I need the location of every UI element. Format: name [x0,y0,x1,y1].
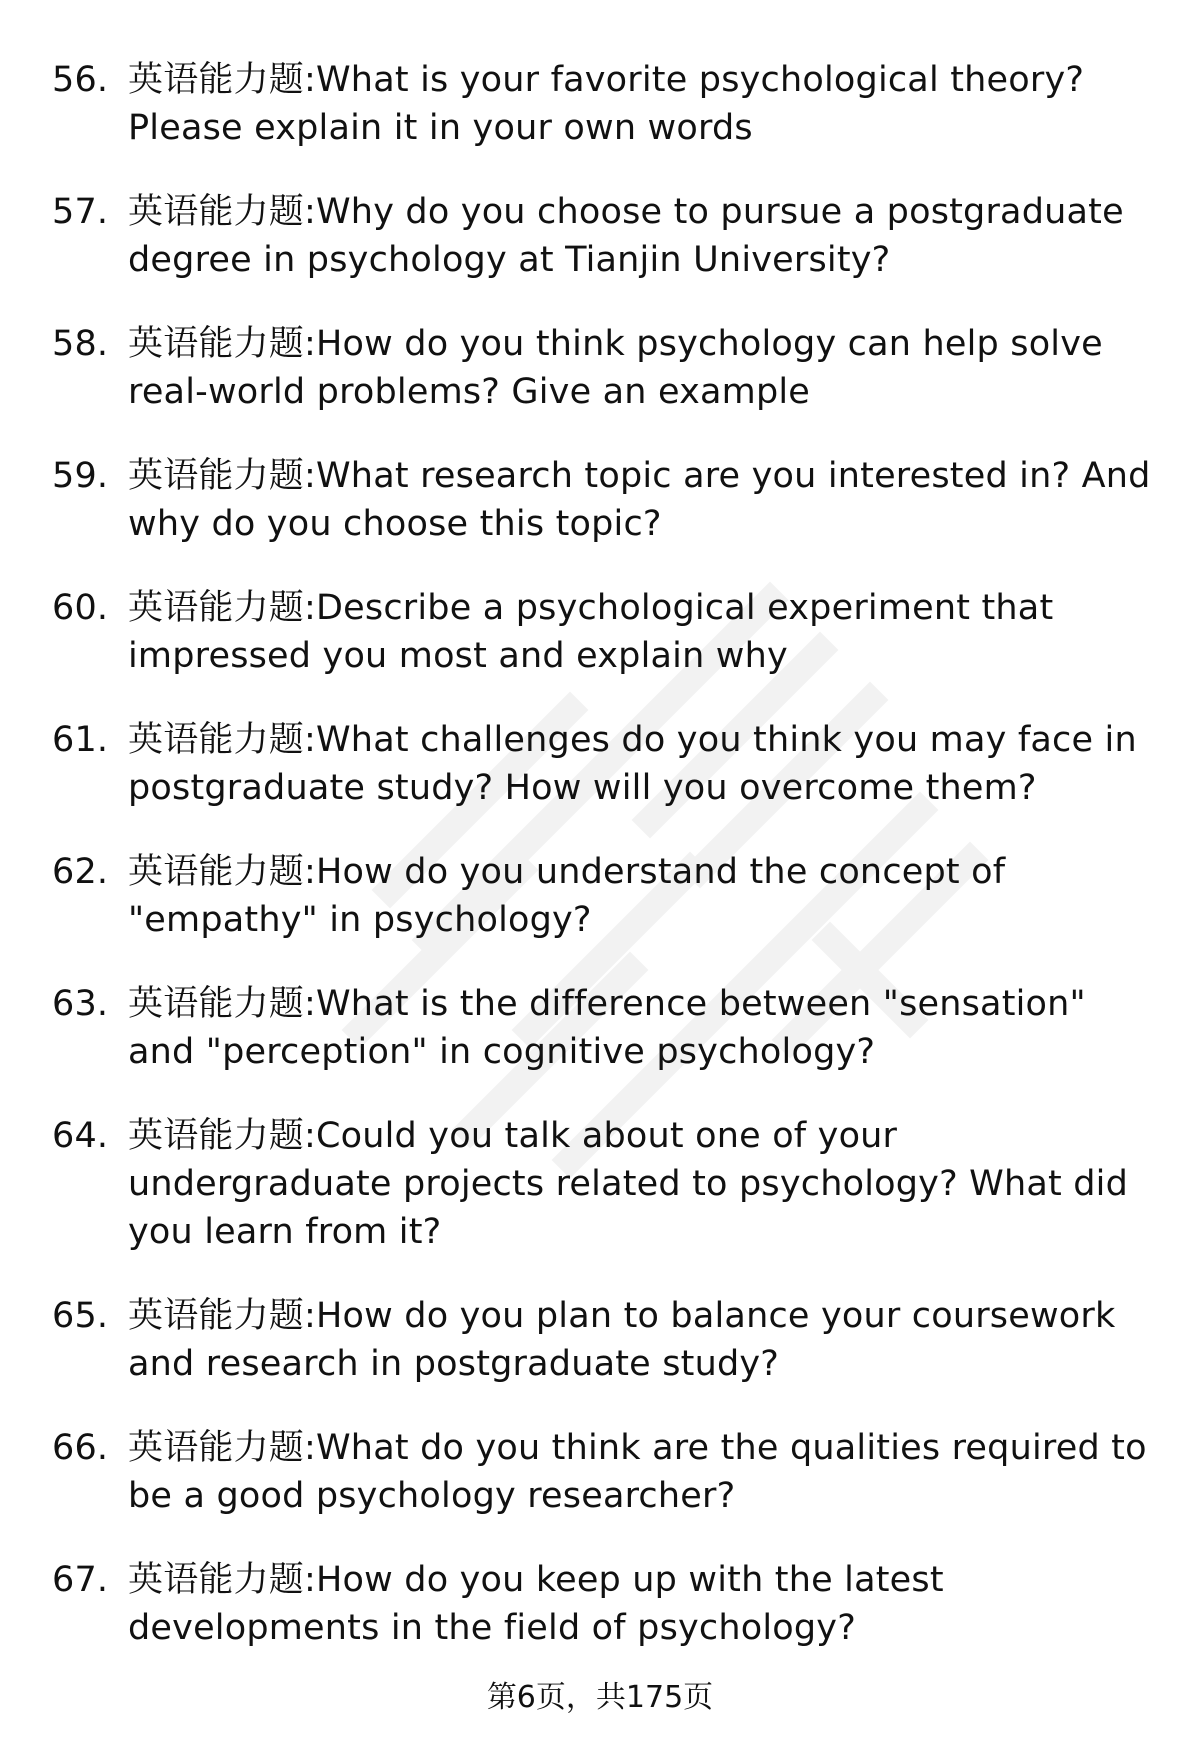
question-item [52,980,1162,1076]
question-item [52,1424,1162,1520]
question-text: How do you think psychology can help solve real-world problems? Give an example [128,324,1103,412]
question-number: 63. [52,984,109,1024]
question-category-tag: 英语能力题: [128,456,316,496]
question-category-tag: 英语能力题: [128,588,316,628]
question-text: What research topic are you interested in? And why do you choose this topic? [128,456,1151,544]
question-category-tag: 英语能力题: [128,324,316,364]
question-category-tag: 英语能力题: [128,1116,316,1156]
question-number: 60. [52,588,109,628]
question-text: Describe a psychological experiment that impressed you most and explain why [128,588,1054,676]
question-number: 58. [52,324,109,364]
question-item [52,1292,1162,1388]
question-number: 66. [52,1428,109,1468]
question-text: What do you think are the qualities required to be a good psychology researcher? [128,1428,1147,1516]
question-text: Could you talk about one of your undergraduate projects related to psychology? What did you learn from it? [128,1116,1129,1252]
question-text: What is the difference between "sensation" and "perception" in cognitive psychology? [128,984,1086,1072]
question-item [52,848,1162,944]
page-footer [0,1678,1200,1718]
question-item [52,1556,1162,1652]
question-item [52,56,1162,152]
question-category-tag: 英语能力题: [128,1296,316,1336]
question-number: 59. [52,456,109,496]
question-category-tag: 英语能力题: [128,984,316,1024]
question-text: How do you understand the concept of "empathy" in psychology? [128,852,1006,940]
question-number: 57. [52,192,109,232]
question-item [52,320,1162,416]
question-item [52,188,1162,284]
question-item [52,584,1162,680]
question-category-tag: 英语能力题: [128,192,316,232]
question-category-tag: 英语能力题: [128,1428,316,1468]
question-text: What challenges do you think you may face in postgraduate study? How will you overcome them? [128,720,1137,808]
question-category-tag: 英语能力题: [128,1560,316,1600]
question-item [52,716,1162,812]
question-number: 67. [52,1560,109,1600]
question-item [52,1112,1162,1256]
page-number-label: 第6页，共175页 [486,1680,714,1715]
question-category-tag: 英语能力题: [128,60,316,100]
question-text: How do you plan to balance your coursework and research in postgraduate study? [128,1296,1116,1384]
question-text: Why do you choose to pursue a postgraduate degree in psychology at Tianjin University? [128,192,1124,280]
question-text: How do you keep up with the latest developments in the field of psychology? [128,1560,944,1648]
question-number: 64. [52,1116,109,1156]
question-number: 61. [52,720,109,760]
question-number: 65. [52,1296,109,1336]
question-category-tag: 英语能力题: [128,720,316,760]
question-category-tag: 英语能力题: [128,852,316,892]
question-number: 56. [52,60,109,100]
question-item [52,452,1162,548]
question-text: What is your favorite psychological theory? Please explain it in your own words [128,60,1085,148]
question-list [52,56,1162,1688]
question-number: 62. [52,852,109,892]
